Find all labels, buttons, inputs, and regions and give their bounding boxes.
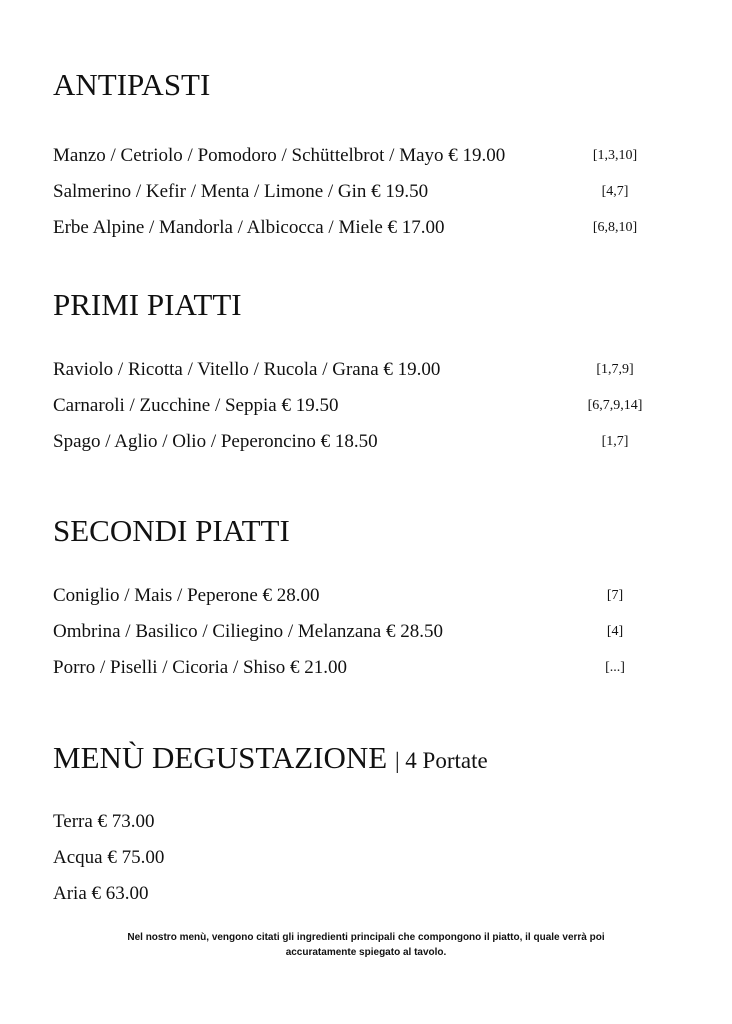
menu-item <box>0 845 732 871</box>
allergen-codes: [6,7,9,14] <box>587 398 643 413</box>
section-title-antipasti: ANTIPASTI <box>53 67 211 102</box>
dish-name: Ombrina / Basilico / Ciliegino / Melanzana € 28.50 <box>53 621 443 642</box>
menu-item <box>0 393 732 419</box>
section-title-degustazione <box>53 740 488 779</box>
dish-name: Manzo / Cetriolo / Pomodoro / Schüttelbrot / Mayo € 19.00 <box>53 145 506 166</box>
menu-item <box>0 215 732 241</box>
menu-item <box>0 655 732 681</box>
footer-line-2: accuratamente spiegato al tavolo. <box>285 947 447 958</box>
allergen-codes: [...] <box>605 660 625 675</box>
allergen-codes: [1,7,9] <box>596 362 634 377</box>
menu-item <box>0 619 732 645</box>
section-title-secondi: SECONDI PIATTI <box>53 513 290 548</box>
dish-name: Spago / Aglio / Olio / Peperoncino € 18.50 <box>53 431 378 452</box>
footer-note <box>60 930 672 960</box>
menu-item <box>0 429 732 455</box>
allergen-codes: [6,8,10] <box>592 220 638 235</box>
menu-item <box>0 881 732 907</box>
menu-item <box>0 357 732 383</box>
tasting-option: Aria € 63.00 <box>53 883 149 904</box>
allergen-codes: [7] <box>606 588 624 603</box>
section-title-primi: PRIMI PIATTI <box>53 287 242 322</box>
footer-line-1: Nel nostro menù, vengono citati gli ingredienti principali che compongono il piatto, il quale verrà poi <box>127 932 605 943</box>
tasting-subtitle: | 4 Portate <box>394 748 488 773</box>
tasting-title: MENÙ DEGUSTAZIONE <box>53 740 388 775</box>
allergen-codes: [1,7] <box>601 434 629 449</box>
dish-name: Raviolo / Ricotta / Vitello / Rucola / Grana € 19.00 <box>53 359 441 380</box>
menu-item <box>0 583 732 609</box>
dish-name: Coniglio / Mais / Peperone € 28.00 <box>53 585 320 606</box>
allergen-codes: [1,3,10] <box>592 148 638 163</box>
dish-name: Erbe Alpine / Mandorla / Albicocca / Miele € 17.00 <box>53 217 445 238</box>
allergen-codes: [4] <box>606 624 624 639</box>
tasting-option: Acqua € 75.00 <box>53 847 165 868</box>
menu-item <box>0 143 732 169</box>
menu-item <box>0 179 732 205</box>
dish-name: Carnaroli / Zucchine / Seppia € 19.50 <box>53 395 339 416</box>
dish-name: Porro / Piselli / Cicoria / Shiso € 21.00 <box>53 657 347 678</box>
allergen-codes: [4,7] <box>601 184 629 199</box>
menu-item <box>0 809 732 835</box>
tasting-option: Terra € 73.00 <box>53 811 155 832</box>
dish-name: Salmerino / Kefir / Menta / Limone / Gin € 19.50 <box>53 181 429 202</box>
